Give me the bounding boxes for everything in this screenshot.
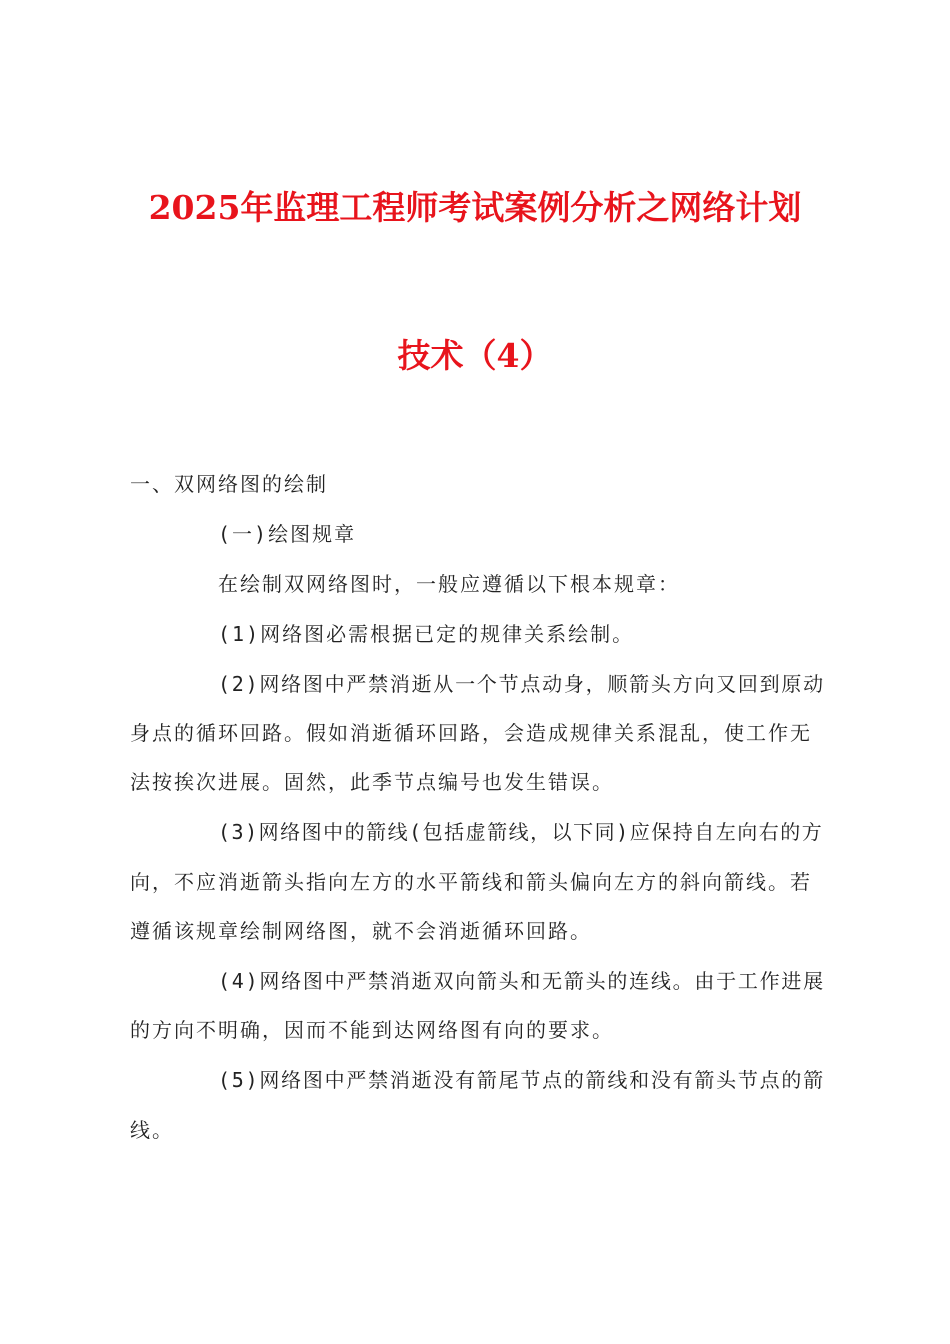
rule-3-line-2: 向，不应消逝箭头指向左方的水平箭线和箭头偏向左方的斜向箭线。若: [130, 870, 812, 894]
rule-4-line-2: 的方向不明确，因而不能到达网络图有向的要求。: [130, 1018, 614, 1042]
rule-2-line-2: 身点的循环回路。假如消逝循环回路，会造成规律关系混乱，使工作无: [130, 721, 812, 745]
section-heading: 一、双网络图的绘制: [130, 472, 328, 496]
rule-2-line-3: 法按挨次进展。固然，此季节点编号也发生错误。: [130, 770, 614, 794]
rule-4-line-1: (4)网络图中严禁消逝双向箭头和无箭头的连线。由于工作进展: [218, 969, 825, 993]
intro-paragraph: 在绘制双网络图时，一般应遵循以下根本规章：: [218, 572, 680, 596]
rule-5-line-1: (5)网络图中严禁消逝没有箭尾节点的箭线和没有箭头节点的箭: [218, 1068, 825, 1092]
document-title-line-2: 技术（4）: [397, 336, 553, 375]
subsection-heading: (一)绘图规章: [218, 522, 357, 546]
rule-3-line-1: (3)网络图中的箭线(包括虚箭线，以下同)应保持自左向右的方: [218, 820, 824, 844]
document-title-line-1: 2025年监理工程师考试案例分析之网络计划: [148, 188, 802, 227]
rule-2-line-1: (2)网络图中严禁消逝从一个节点动身，顺箭头方向又回到原动: [218, 672, 825, 696]
rule-1-line-1: (1)网络图必需根据已定的规律关系绘制。: [218, 622, 635, 646]
rule-5-line-2: 线。: [130, 1118, 174, 1142]
rule-3-line-3: 遵循该规章绘制网络图，就不会消逝循环回路。: [130, 919, 592, 943]
